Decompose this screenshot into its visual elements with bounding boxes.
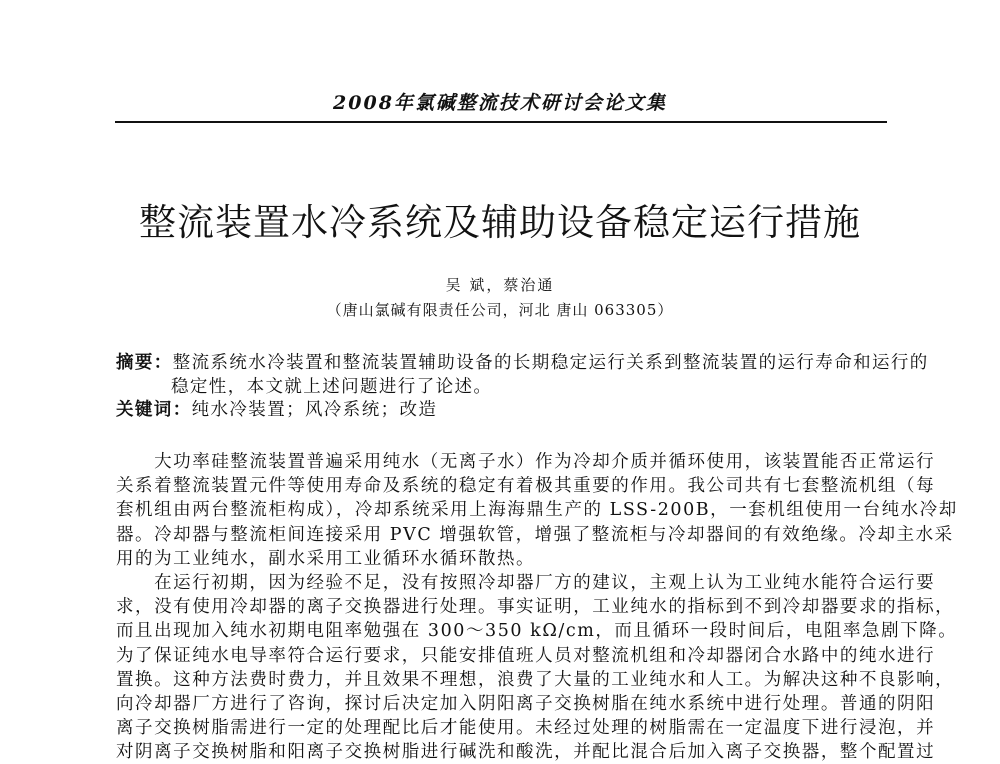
body-line: 求，没有使用冷却器的离子交换器进行处理。事实证明，工业纯水的指标到不到冷却器要求的指标， [116,597,955,618]
body-line: 大功率硅整流装置普遍采用纯水（无离子水）作为冷却介质并循环使用，该装置能否正常运行 [116,452,936,472]
body-line: 而且出现加入纯水初期电阻率勉强在 300～350 kΩ/cm，而且循环一段时间后，电阻率急剧下降。 [116,621,958,642]
body-line: 套机组由两台整流柜构成），冷却系统采用上海海鼎生产的 LSS-200B，一套机组使用一台纯水冷却 [116,500,958,521]
body-line: 器。冷却器与整流柜间连接采用 PVC 增强软管，增强了整流柜与冷却器间的有效绝缘。冷却主水采 [116,524,954,545]
body-line: 在运行初期，因为经验不足，没有按照冷却器厂方的建议，主观上认为工业纯水能符合运行要 [116,573,936,593]
abstract-line: 整流系统水冷装置和整流装置辅助设备的长期稳定运行关系到整流装置的运行寿命和运行的 [172,353,929,373]
body-line: 离子交换树脂需进行一定的处理配比后才能使用。未经过处理的树脂需在一定温度下进行浸泡，并 [116,718,936,739]
body-line: 置换。这种方法费时费力，并且效果不理想，浪费了大量的工业纯水和人工。为解决这种不良影响， [116,669,955,690]
abstract-line: 稳定性，本文就上述问题进行了论述。 [171,377,493,397]
abstract [116,351,929,375]
header-rule [115,121,887,123]
affiliation: （唐山氯碱有限责任公司，河北 唐山 063305） [326,301,674,319]
body-line: 为了保证纯水电导率符合运行要求，只能安排值班人员对整流机组和冷却器闭合水路中的纯水进行 [116,645,936,666]
keywords-text: 纯水冷装置；风冷系统；改造 [191,400,438,420]
running-header: 2008年氯碱整流技术研讨会论文集 [333,92,667,114]
keywords [116,398,886,422]
abstract-label: 摘要： [116,353,173,373]
body-line: 用的为工业纯水，副水采用工业循环水循环散热。 [116,548,536,569]
body-line: 关系着整流装置元件等使用寿命及系统的稳定有着极其重要的作用。我公司共有七套整流机组（每 [116,476,936,497]
keywords-label: 关键词： [116,400,192,420]
body-line: 向冷却器厂方进行了咨询，探讨后决定加入阴阳离子交换树脂在纯水系统中进行处理。普通的阴阳 [116,694,936,714]
body-line: 对阴离子交换树脂和阳离子交换树脂进行碱洗和酸洗，并配比混合后加入离子交换器，整个配置过 [116,742,936,763]
paper-title: 整流装置水冷系统及辅助设备稳定运行措施 [139,201,861,244]
authors: 吴 斌，蔡治通 [445,276,555,294]
